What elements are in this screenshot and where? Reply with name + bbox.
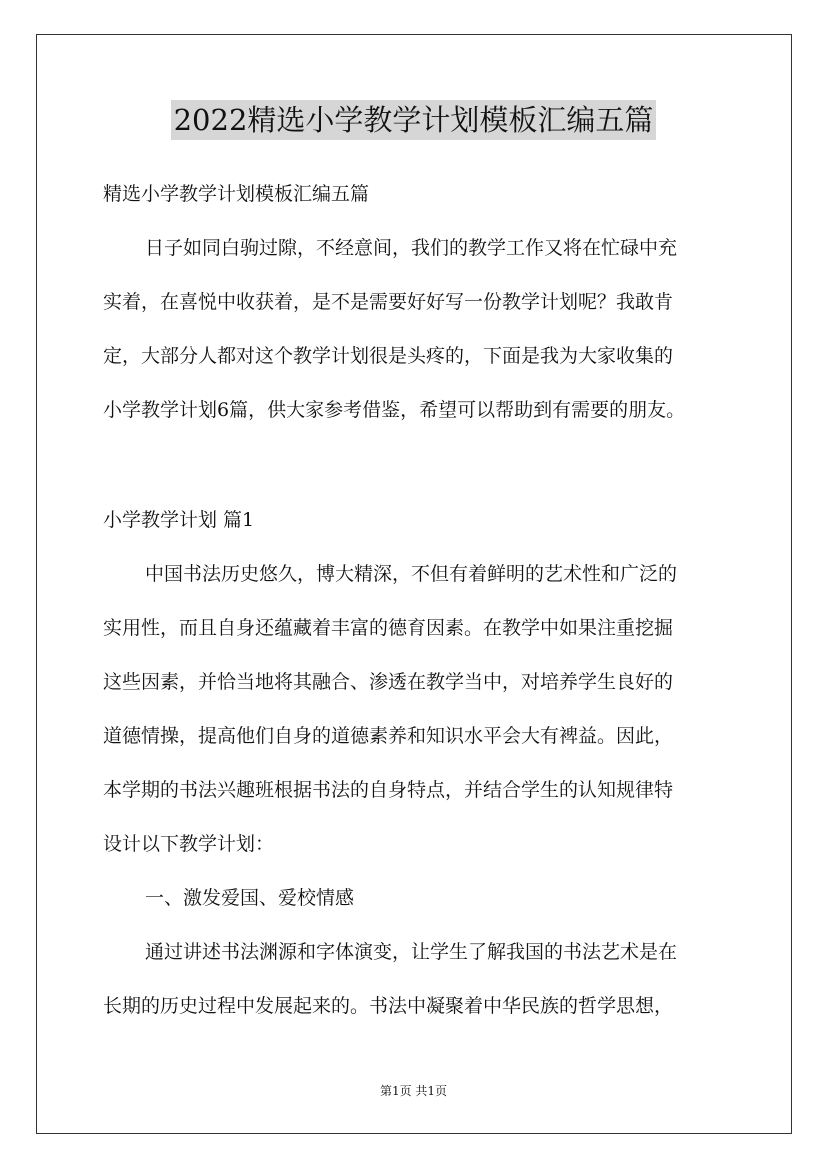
paragraph-line: 通过讲述书法渊源和字体演变，让学生了解我国的书法艺术是在 — [145, 941, 678, 963]
paragraph-line: 这些因素，并恰当地将其融合、渗透在教学当中，对培养学生良好的 — [103, 671, 674, 693]
document-subtitle: 精选小学教学计划模板汇编五篇 — [103, 183, 370, 205]
paragraph-line: 道德情操，提高他们自身的道德素养和知识水平会大有裨益。因此， — [103, 725, 674, 747]
paragraph-line: 定，大部分人都对这个教学计划很是头疼的，下面是我为大家收集的 — [103, 345, 674, 367]
page-footer: 第1页 共1页 — [379, 1084, 448, 1098]
subsection-heading: 一、激发爱国、爱校情感 — [145, 887, 355, 909]
paragraph-line: 实着，在喜悦中收获着，是不是需要好好写一份教学计划呢？我敢肯 — [103, 291, 674, 313]
paragraph-line: 中国书法历史悠久，博大精深，不但有着鲜明的艺术性和广泛的 — [145, 563, 678, 585]
paragraph-line: 长期的历史过程中发展起来的。书法中凝聚着中华民族的哲学思想， — [103, 995, 674, 1017]
document-title: 2022精选小学教学计划模板汇编五篇 — [171, 100, 657, 140]
paragraph-line: 设计以下教学计划： — [103, 833, 275, 855]
paragraph-line: 实用性，而且自身还蕴藏着丰富的德育因素。在教学中如果注重挖掘 — [103, 617, 674, 639]
paragraph-line: 日子如同白驹过隙，不经意间，我们的教学工作又将在忙碌中充 — [145, 237, 678, 259]
title-container — [0, 100, 827, 140]
paragraph-line: 小学教学计划6篇，供大家参考借鉴，希望可以帮助到有需要的朋友。 — [103, 399, 686, 421]
paragraph-line: 本学期的书法兴趣班根据书法的自身特点，并结合学生的认知规律特 — [103, 779, 674, 801]
section-heading: 小学教学计划 篇1 — [103, 509, 255, 531]
